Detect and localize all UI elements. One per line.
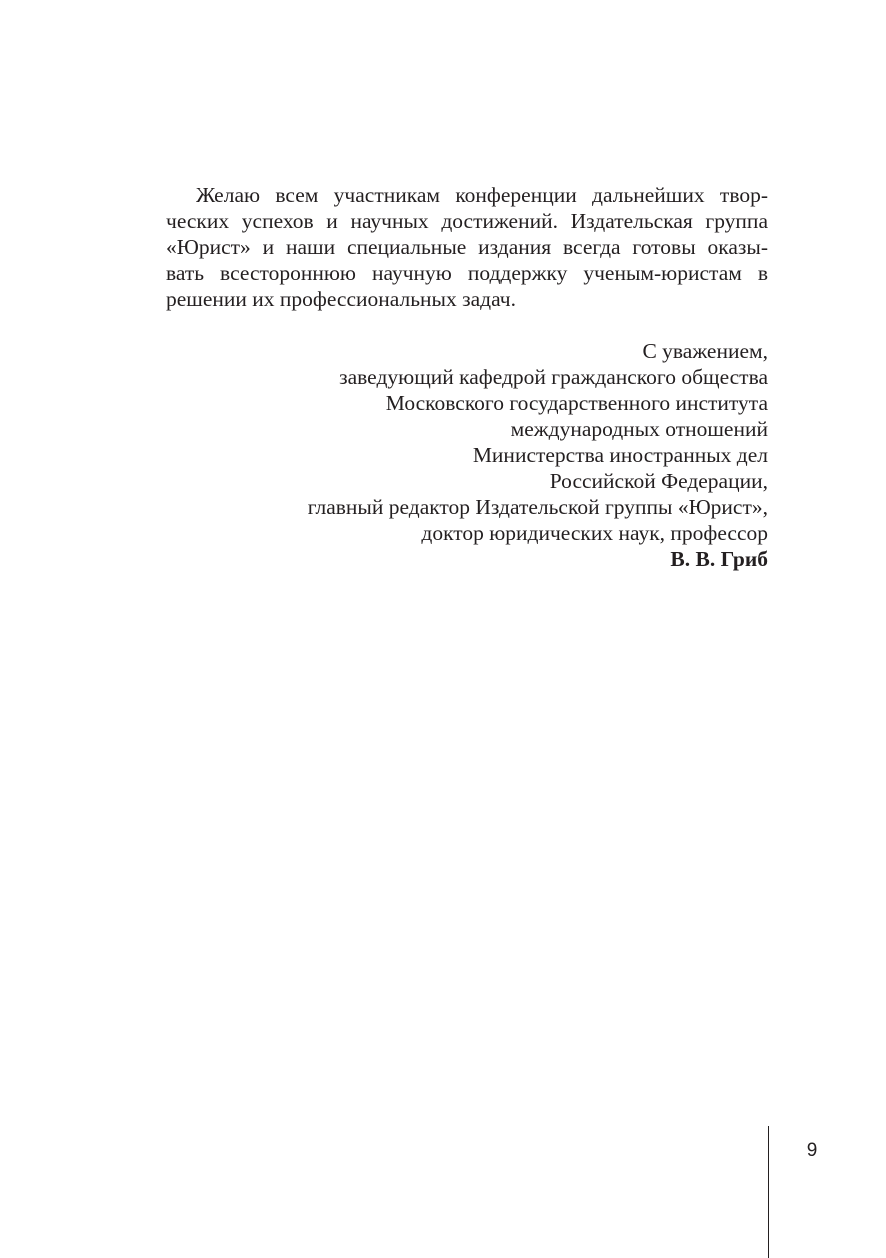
signature-title-line: Министерства иностранных дел [472,443,768,467]
paragraph-line: Желаю всем участникам конференции дальнейших твор- [196,183,768,207]
page-margin-rule [768,1126,769,1258]
signature-greeting: С уважением, [642,339,768,363]
signature-title-line: Московского государственного института [385,391,768,415]
page-number: 9 [806,1140,818,1161]
signature-title-line: главный редактор Издательской группы «Юрист», [307,495,768,519]
signature-block [136,338,768,572]
paragraph-line: решении их профессиональных задач. [166,287,516,311]
signature-title-line: заведующий кафедрой гражданского общества [339,365,768,389]
signature-title-line: международных отношений [510,417,768,441]
paragraph-line: ческих успехов и научных достижений. Издательская группа [166,209,768,233]
main-text-block [136,182,768,572]
signature-title-line: доктор юридических наук, профессор [421,521,768,545]
signature-name: В. В. Гриб [670,547,768,571]
signature-title-line: Российской Федерации, [549,469,768,493]
paragraph-line: «Юрист» и наши специальные издания всегда готовы оказы- [166,235,768,259]
paragraph-line: вать всестороннюю научную поддержку ученым-юристам в [166,261,768,285]
body-paragraph [136,182,768,312]
